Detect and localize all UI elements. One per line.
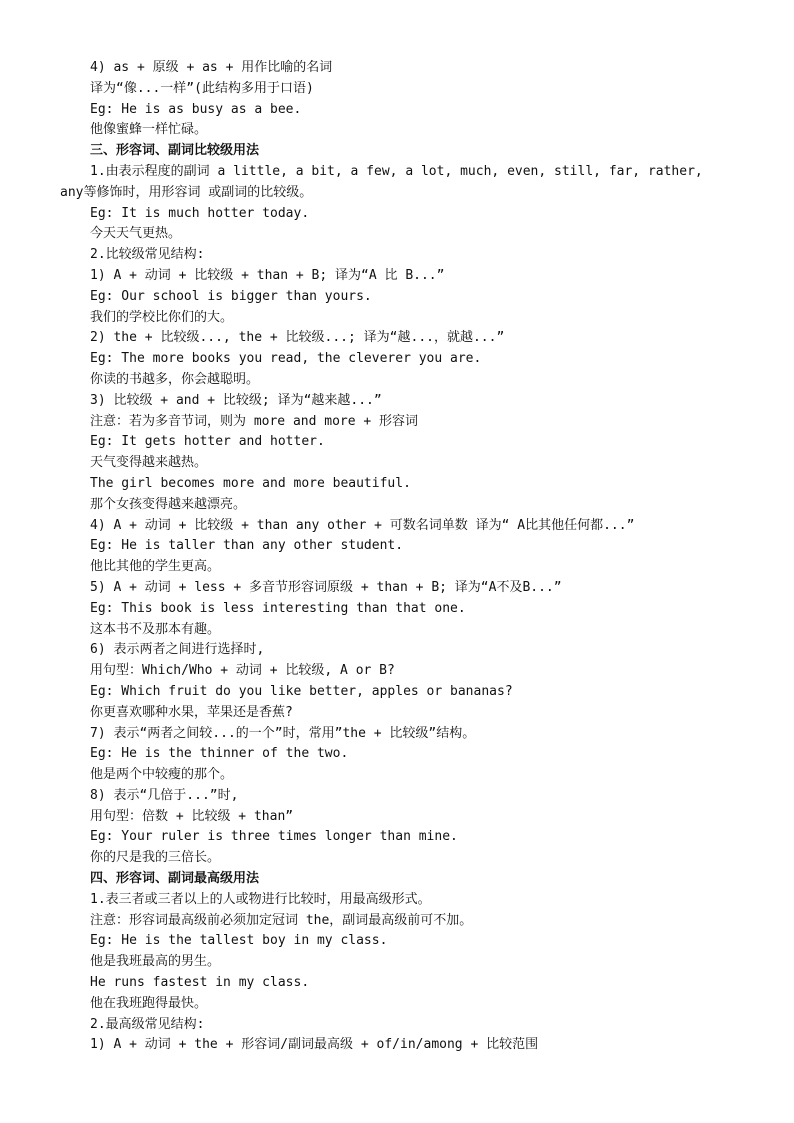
- text-line: 他像蜜蜂一样忙碌。: [90, 122, 208, 138]
- text-line: 他在我班跑得最快。: [90, 995, 208, 1011]
- text-line: 他是我班最高的男生。: [90, 954, 221, 970]
- text-line: Eg: He is the tallest boy in my class.: [90, 933, 388, 949]
- text-line: Eg: Which fruit do you like better, apples or bananas?: [90, 683, 513, 699]
- text-line: 我们的学校比你们的大。: [90, 309, 234, 325]
- text-line: 4) A + 动词 + 比较级 + than any other + 可数名词单数 译为“ A比其他任何都...”: [90, 517, 635, 533]
- text-line: 3) 比较级 + and + 比较级; 译为“越来越...”: [90, 392, 382, 408]
- text-line: 1.由表示程度的副词 a little, a bit, a few, a lot, much, even, still, far, rather,: [90, 163, 703, 179]
- text-line: 你更喜欢哪种水果，苹果还是香蕉?: [90, 704, 293, 720]
- text-line: Eg: He is the thinner of the two.: [90, 746, 349, 762]
- text-line: Eg: This book is less interesting than that one.: [90, 600, 466, 616]
- text-line: 他比其他的学生更高。: [90, 559, 221, 575]
- text-line: Eg: Your ruler is three times longer than mine.: [90, 829, 458, 845]
- text-line: 他是两个中较瘦的那个。: [90, 767, 234, 783]
- text-line: 你的尺是我的三倍长。: [90, 850, 221, 866]
- text-line: Eg: Our school is bigger than yours.: [90, 288, 372, 304]
- section-heading: 四、形容词、副词最高级用法: [90, 871, 260, 887]
- text-line: 8) 表示“几倍于...”时,: [90, 787, 239, 803]
- text-line: 那个女孩变得越来越漂亮。: [90, 496, 247, 512]
- text-line: 注意：形容词最高级前必须加定冠词 the，副词最高级前可不加。: [90, 912, 473, 928]
- text-line: 2.最高级常见结构:: [90, 1016, 205, 1032]
- text-line: 4) as + 原级 + as + 用作比喻的名词: [90, 60, 333, 75]
- text-line: Eg: He is as busy as a bee.: [90, 101, 302, 117]
- text-line: Eg: He is taller than any other student.: [90, 538, 404, 554]
- text-line: 今天天气更热。: [90, 226, 182, 242]
- text-line: 用句型：Which/Who + 动词 + 比较级, A or B?: [90, 663, 395, 679]
- text-line: any等修饰时，用形容词 或副词的比较级。: [60, 184, 313, 200]
- text-line: 2.比较级常见结构:: [90, 247, 205, 263]
- section-heading: 三、形容词、副词比较级用法: [90, 143, 260, 159]
- text-line: 2) the + 比较级..., the + 比较级...; 译为“越...，就越...”: [90, 330, 505, 346]
- text-line: 译为“像...一样”(此结构多用于口语): [90, 80, 314, 96]
- text-line: 用句型：倍数 + 比较级 + than”: [90, 808, 294, 824]
- text-line: He runs fastest in my class.: [90, 975, 310, 991]
- text-line: 1) A + 动词 + 比较级 + than + B; 译为“A 比 B...”: [90, 267, 445, 283]
- text-line: The girl becomes more and more beautiful.: [90, 475, 411, 491]
- text-line: Eg: The more books you read, the cleverer you are.: [90, 351, 482, 367]
- text-line: 1) A + 动词 + the + 形容词/副词最高级 + of/in/among + 比较范围: [90, 1037, 539, 1053]
- text-line: 天气变得越来越热。: [90, 455, 208, 471]
- text-line: Eg: It is much hotter today.: [90, 205, 310, 221]
- text-line: 你读的书越多，你会越聪明。: [90, 371, 260, 387]
- text-line: 6) 表示两者之间进行选择时,: [90, 642, 265, 658]
- text-line: 这本书不及那本有趣。: [90, 621, 221, 637]
- text-line: 注意：若为多音节词，则为 more and more + 形容词: [90, 413, 419, 429]
- text-line: 7) 表示“两者之间较...的一个”时，常用”the + 比较级”结构。: [90, 725, 476, 741]
- text-line: 5) A + 动词 + less + 多音节形容词原级 + than + B; 译为“A不及B...”: [90, 579, 562, 595]
- text-line: Eg: It gets hotter and hotter.: [90, 434, 325, 450]
- text-line: 1.表三者或三者以上的人或物进行比较时，用最高级形式。: [90, 891, 431, 907]
